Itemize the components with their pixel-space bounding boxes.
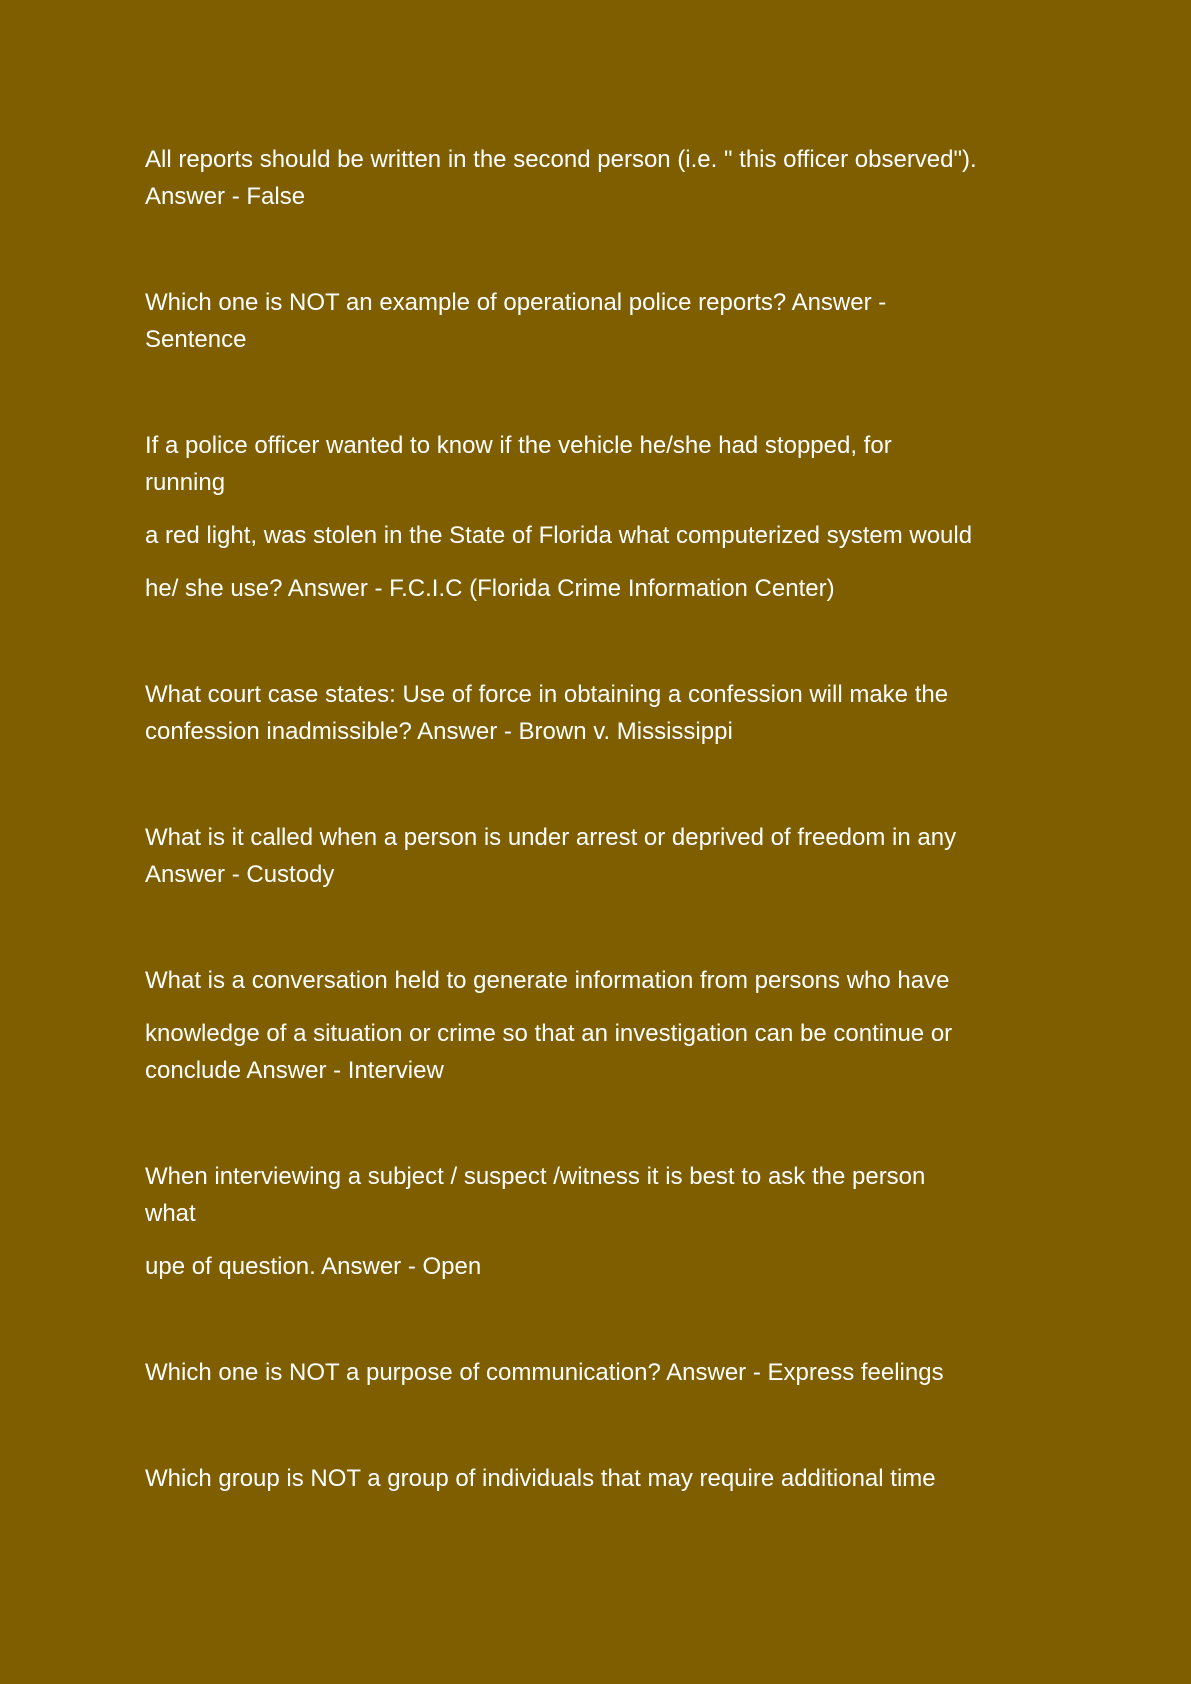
question-6-line-1: What is a conversation held to generate information from persons who have [145, 967, 950, 994]
document-body [145, 141, 1055, 1497]
question-7-line-1: When interviewing a subject / suspect /witness it is best to ask the person [145, 1163, 926, 1190]
question-9-text: Which group is NOT a group of individuals that may require additional time [145, 1465, 936, 1492]
question-5-text: What is it called when a person is under arrest or deprived of freedom in any [145, 824, 957, 851]
question-6-line-2: knowledge of a situation or crime so that an investigation can be continue or [145, 1020, 953, 1047]
question-3-line-1: If a police officer wanted to know if the vehicle he/she had stopped, for [145, 432, 892, 459]
question-3-line-2: running [145, 469, 226, 496]
question-3-line-3: a red light, was stolen in the State of Florida what computerized system would [145, 522, 973, 549]
question-5-answer: Answer - Custody [145, 861, 335, 888]
question-3-answer: he/ she use? Answer - F.C.I.C (Florida Crime Information Center) [145, 575, 835, 602]
question-7-answer: upe of question. Answer - Open [145, 1253, 482, 1280]
question-1-text: All reports should be written in the second person (i.e. " this officer observed"). [145, 146, 977, 173]
question-7-line-2: what [145, 1200, 196, 1227]
question-6-answer: conclude Answer - Interview [145, 1057, 444, 1084]
question-2-answer: Sentence [145, 326, 247, 353]
question-8-text: Which one is NOT a purpose of communication? Answer - Express feelings [145, 1359, 944, 1386]
question-2-text: Which one is NOT an example of operational police reports? Answer - [145, 289, 887, 316]
question-4-answer: confession inadmissible? Answer - Brown v. Mississippi [145, 718, 733, 745]
question-4-text: What court case states: Use of force in obtaining a confession will make the [145, 681, 949, 708]
question-1-answer: Answer - False [145, 183, 306, 210]
